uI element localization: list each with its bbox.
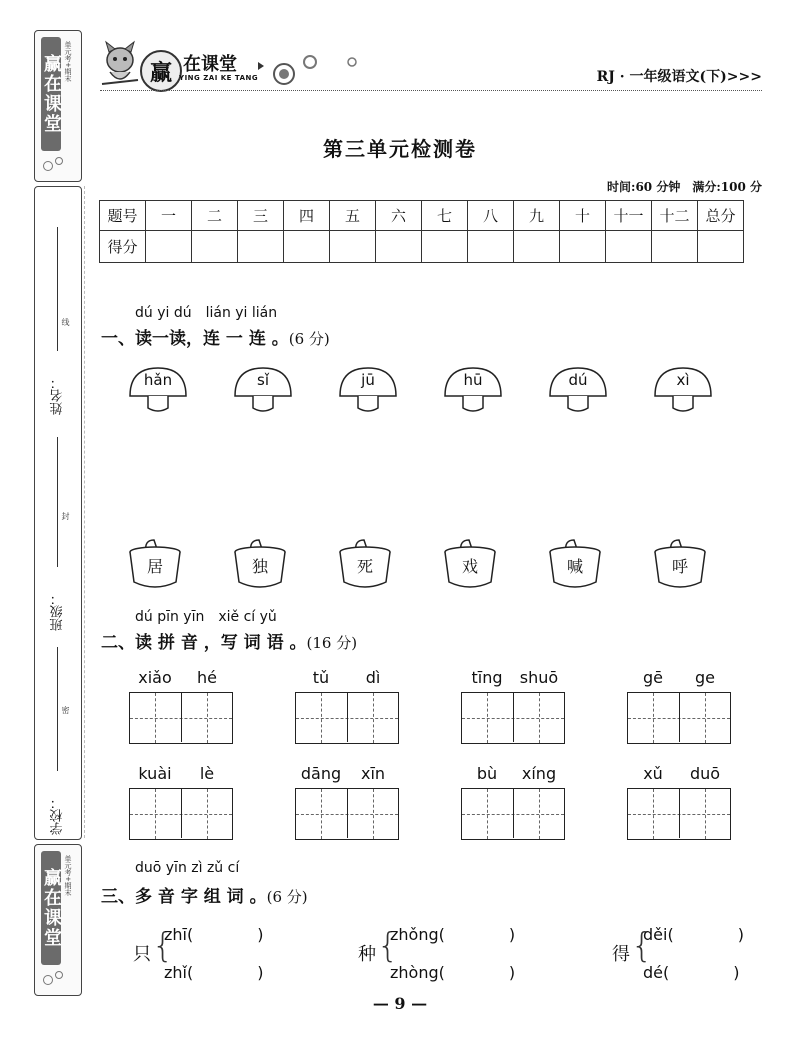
word-pair — [129, 764, 233, 842]
grid-guide — [487, 693, 488, 743]
grid-divider — [679, 789, 680, 838]
class-label: 班级： — [50, 592, 66, 631]
logo-subtitle: YING ZAI KE TANG — [179, 74, 259, 82]
seal-line — [84, 186, 85, 838]
writing-grid[interactable] — [627, 788, 731, 840]
writing-grid[interactable] — [129, 788, 233, 840]
cup-character: 戏 — [461, 557, 478, 576]
side-logo-sub: 单元考+期末 — [64, 855, 72, 896]
cup-card[interactable] — [443, 538, 497, 590]
school-line — [57, 647, 58, 771]
score-input-cell[interactable] — [698, 231, 744, 263]
cup-card[interactable] — [548, 538, 602, 590]
mushroom-pinyin: dú — [568, 371, 588, 389]
cup-card[interactable] — [653, 538, 707, 590]
table-cell: 十一 — [606, 201, 652, 231]
side-logo-text: 赢在课堂 — [41, 851, 61, 965]
class-line — [57, 437, 58, 567]
section1-title: 一、读一读，连 一 连 。 — [101, 329, 289, 349]
grid-guide — [705, 789, 706, 839]
syllable-pinyin: xiǎo — [138, 668, 172, 687]
grid-guide — [321, 693, 322, 743]
polyphone-blank[interactable]: zhǐ( ) — [164, 963, 264, 982]
section1-pinyin: dú yi dú lián yi lián — [135, 305, 278, 321]
writing-grid[interactable] — [461, 788, 565, 840]
polyphone-char: 种 — [358, 944, 376, 965]
cup-character: 居 — [146, 557, 163, 576]
table-cell: 六 — [376, 201, 422, 231]
polyphone-blank[interactable]: zhǒng( ) — [390, 925, 516, 944]
score-input-cell[interactable] — [514, 231, 560, 263]
grid-guide — [155, 789, 156, 839]
score-input-cell[interactable] — [376, 231, 422, 263]
page-title: 第三单元检测卷 — [323, 137, 477, 161]
section1-points: (6 分) — [288, 330, 330, 348]
grid-guide — [373, 693, 374, 743]
grid-divider — [679, 693, 680, 742]
seal-mark-xian: 线 — [61, 318, 70, 326]
word-pair — [627, 668, 731, 746]
syllable-pinyin: hé — [197, 668, 217, 687]
table-cell: 一 — [146, 201, 192, 231]
polyphone-char: 只 — [133, 944, 151, 965]
grid-guide — [207, 789, 208, 839]
polyphone-blank[interactable]: zhòng( ) — [390, 963, 516, 982]
name-line — [57, 227, 58, 351]
grid-guide — [539, 693, 540, 743]
grid-divider — [347, 693, 348, 742]
table-cell: 九 — [514, 201, 560, 231]
word-pair — [295, 668, 399, 746]
grid-divider — [181, 693, 182, 742]
syllable-pinyin: xīn — [360, 764, 386, 783]
syllable-pinyin: dāng — [300, 764, 342, 783]
section3-pinyin: duō yīn zì zǔ cí — [135, 860, 240, 876]
score-table — [99, 200, 744, 263]
score-table-score-row — [100, 231, 744, 263]
table-cell: 五 — [330, 201, 376, 231]
mushroom-pinyin: jū — [361, 371, 375, 389]
section3-heading — [101, 882, 308, 907]
score-input-cell[interactable] — [652, 231, 698, 263]
syllable-pinyin: kuài — [138, 764, 172, 783]
table-cell: 二 — [192, 201, 238, 231]
cup-character: 独 — [251, 557, 268, 576]
score-input-cell[interactable] — [468, 231, 514, 263]
section2-pinyin: dú pīn yīn xiě cí yǔ — [135, 609, 277, 625]
word-pair — [627, 764, 731, 842]
word-pair — [461, 668, 565, 746]
brace-icon: { — [377, 926, 399, 966]
score-input-cell[interactable] — [560, 231, 606, 263]
syllable-pinyin: duō — [689, 764, 721, 783]
writing-grid[interactable] — [461, 692, 565, 744]
syllable-pinyin: bù — [476, 764, 498, 783]
score-input-cell[interactable] — [606, 231, 652, 263]
syllable-pinyin: tīng — [471, 668, 503, 687]
grid-guide — [705, 693, 706, 743]
syllable-pinyin: xíng — [521, 764, 557, 783]
writing-grid[interactable] — [627, 692, 731, 744]
seal-mark-mi: 密 — [61, 706, 70, 714]
grid-guide — [653, 789, 654, 839]
grade-subject-label: RJ · 一年级语文(下)>>> — [596, 69, 762, 85]
name-label: 姓名： — [50, 376, 66, 415]
table-cell: 三 — [238, 201, 284, 231]
syllable-pinyin: gē — [643, 668, 663, 687]
table-cell: 总分 — [698, 201, 744, 231]
grid-guide — [373, 789, 374, 839]
word-pair — [295, 764, 399, 842]
writing-grid[interactable] — [295, 692, 399, 744]
brace-icon: { — [631, 926, 653, 966]
student-info-panel — [34, 186, 82, 840]
score-input-cell[interactable] — [192, 231, 238, 263]
mascot-icon — [98, 40, 142, 90]
header-divider — [100, 90, 762, 91]
score-table-header-row — [100, 201, 744, 231]
polyphone-blank[interactable]: zhī( ) — [164, 925, 264, 944]
table-cell: 题号 — [100, 201, 146, 231]
score-input-cell[interactable] — [238, 231, 284, 263]
table-cell: 十 — [560, 201, 606, 231]
brace-icon: { — [152, 926, 174, 966]
section2-heading — [101, 628, 357, 653]
grid-divider — [347, 789, 348, 838]
side-logo-text: 赢在课堂 — [41, 37, 61, 151]
section3-points: (6 分) — [266, 888, 308, 906]
mushroom-card[interactable] — [128, 366, 188, 414]
mushroom-card[interactable] — [338, 366, 398, 414]
grid-guide — [321, 789, 322, 839]
time-score-info: 时间:60 分钟 满分:100 分 — [607, 180, 762, 194]
circle-icon — [55, 971, 63, 979]
word-pair — [461, 764, 565, 842]
cup-card[interactable] — [338, 538, 392, 590]
mushroom-pinyin: hǎn — [143, 371, 173, 389]
word-pair — [129, 668, 233, 746]
syllable-pinyin: tǔ — [312, 668, 330, 687]
table-cell: 得分 — [100, 231, 146, 263]
section2-points: (16 分) — [306, 634, 358, 652]
cup-character: 死 — [356, 557, 373, 576]
grid-guide — [539, 789, 540, 839]
score-input-cell[interactable] — [284, 231, 330, 263]
table-cell: 七 — [422, 201, 468, 231]
side-logo-bottom — [34, 844, 82, 996]
score-input-cell[interactable] — [422, 231, 468, 263]
grid-guide — [207, 693, 208, 743]
cup-character: 呼 — [671, 557, 688, 576]
mushroom-pinyin: hū — [463, 371, 483, 389]
table-cell: 八 — [468, 201, 514, 231]
mushroom-card[interactable] — [653, 366, 713, 414]
mushroom-card[interactable] — [233, 366, 293, 414]
polyphone-blank[interactable]: dé( ) — [643, 963, 740, 982]
grid-divider — [513, 789, 514, 838]
grid-divider — [513, 693, 514, 742]
grid-guide — [653, 693, 654, 743]
page-number: — 9 — — [372, 994, 428, 1013]
mushroom-pinyin: xì — [676, 371, 690, 389]
grid-divider — [181, 789, 182, 838]
table-cell: 四 — [284, 201, 330, 231]
score-input-cell[interactable] — [146, 231, 192, 263]
seal-mark-feng: 封 — [61, 512, 70, 520]
logo-mark: 赢 — [140, 50, 182, 92]
section3-title: 三、多 音 字 组 词 。 — [101, 887, 267, 907]
logo-title: 在课堂 — [183, 54, 237, 75]
grid-guide — [155, 693, 156, 743]
section1-heading — [101, 324, 330, 349]
cup-card[interactable] — [128, 538, 182, 590]
side-logo-sub: 单元考+期末 — [64, 41, 72, 82]
circle-icon — [43, 975, 53, 985]
syllable-pinyin: dì — [365, 668, 381, 687]
polyphone-blank[interactable]: děi( ) — [643, 925, 744, 944]
score-input-cell[interactable] — [330, 231, 376, 263]
table-cell: 十二 — [652, 201, 698, 231]
circle-icon — [43, 161, 53, 171]
decor-circles-icon — [256, 52, 366, 88]
polyphone-char: 得 — [612, 944, 630, 965]
syllable-pinyin: ge — [695, 668, 715, 687]
section2-title: 二、读 拼 音 ，写 词 语 。 — [101, 633, 307, 653]
syllable-pinyin: lè — [199, 764, 215, 783]
cup-character: 喊 — [566, 557, 583, 576]
mushroom-pinyin: sǐ — [257, 371, 269, 389]
school-label: 学校： — [50, 796, 66, 835]
writing-grid[interactable] — [129, 692, 233, 744]
mushroom-card[interactable] — [548, 366, 608, 414]
mushroom-card[interactable] — [443, 366, 503, 414]
cup-card[interactable] — [233, 538, 287, 590]
syllable-pinyin: xǔ — [643, 764, 663, 783]
writing-grid[interactable] — [295, 788, 399, 840]
syllable-pinyin: shuō — [519, 668, 559, 687]
grid-guide — [487, 789, 488, 839]
